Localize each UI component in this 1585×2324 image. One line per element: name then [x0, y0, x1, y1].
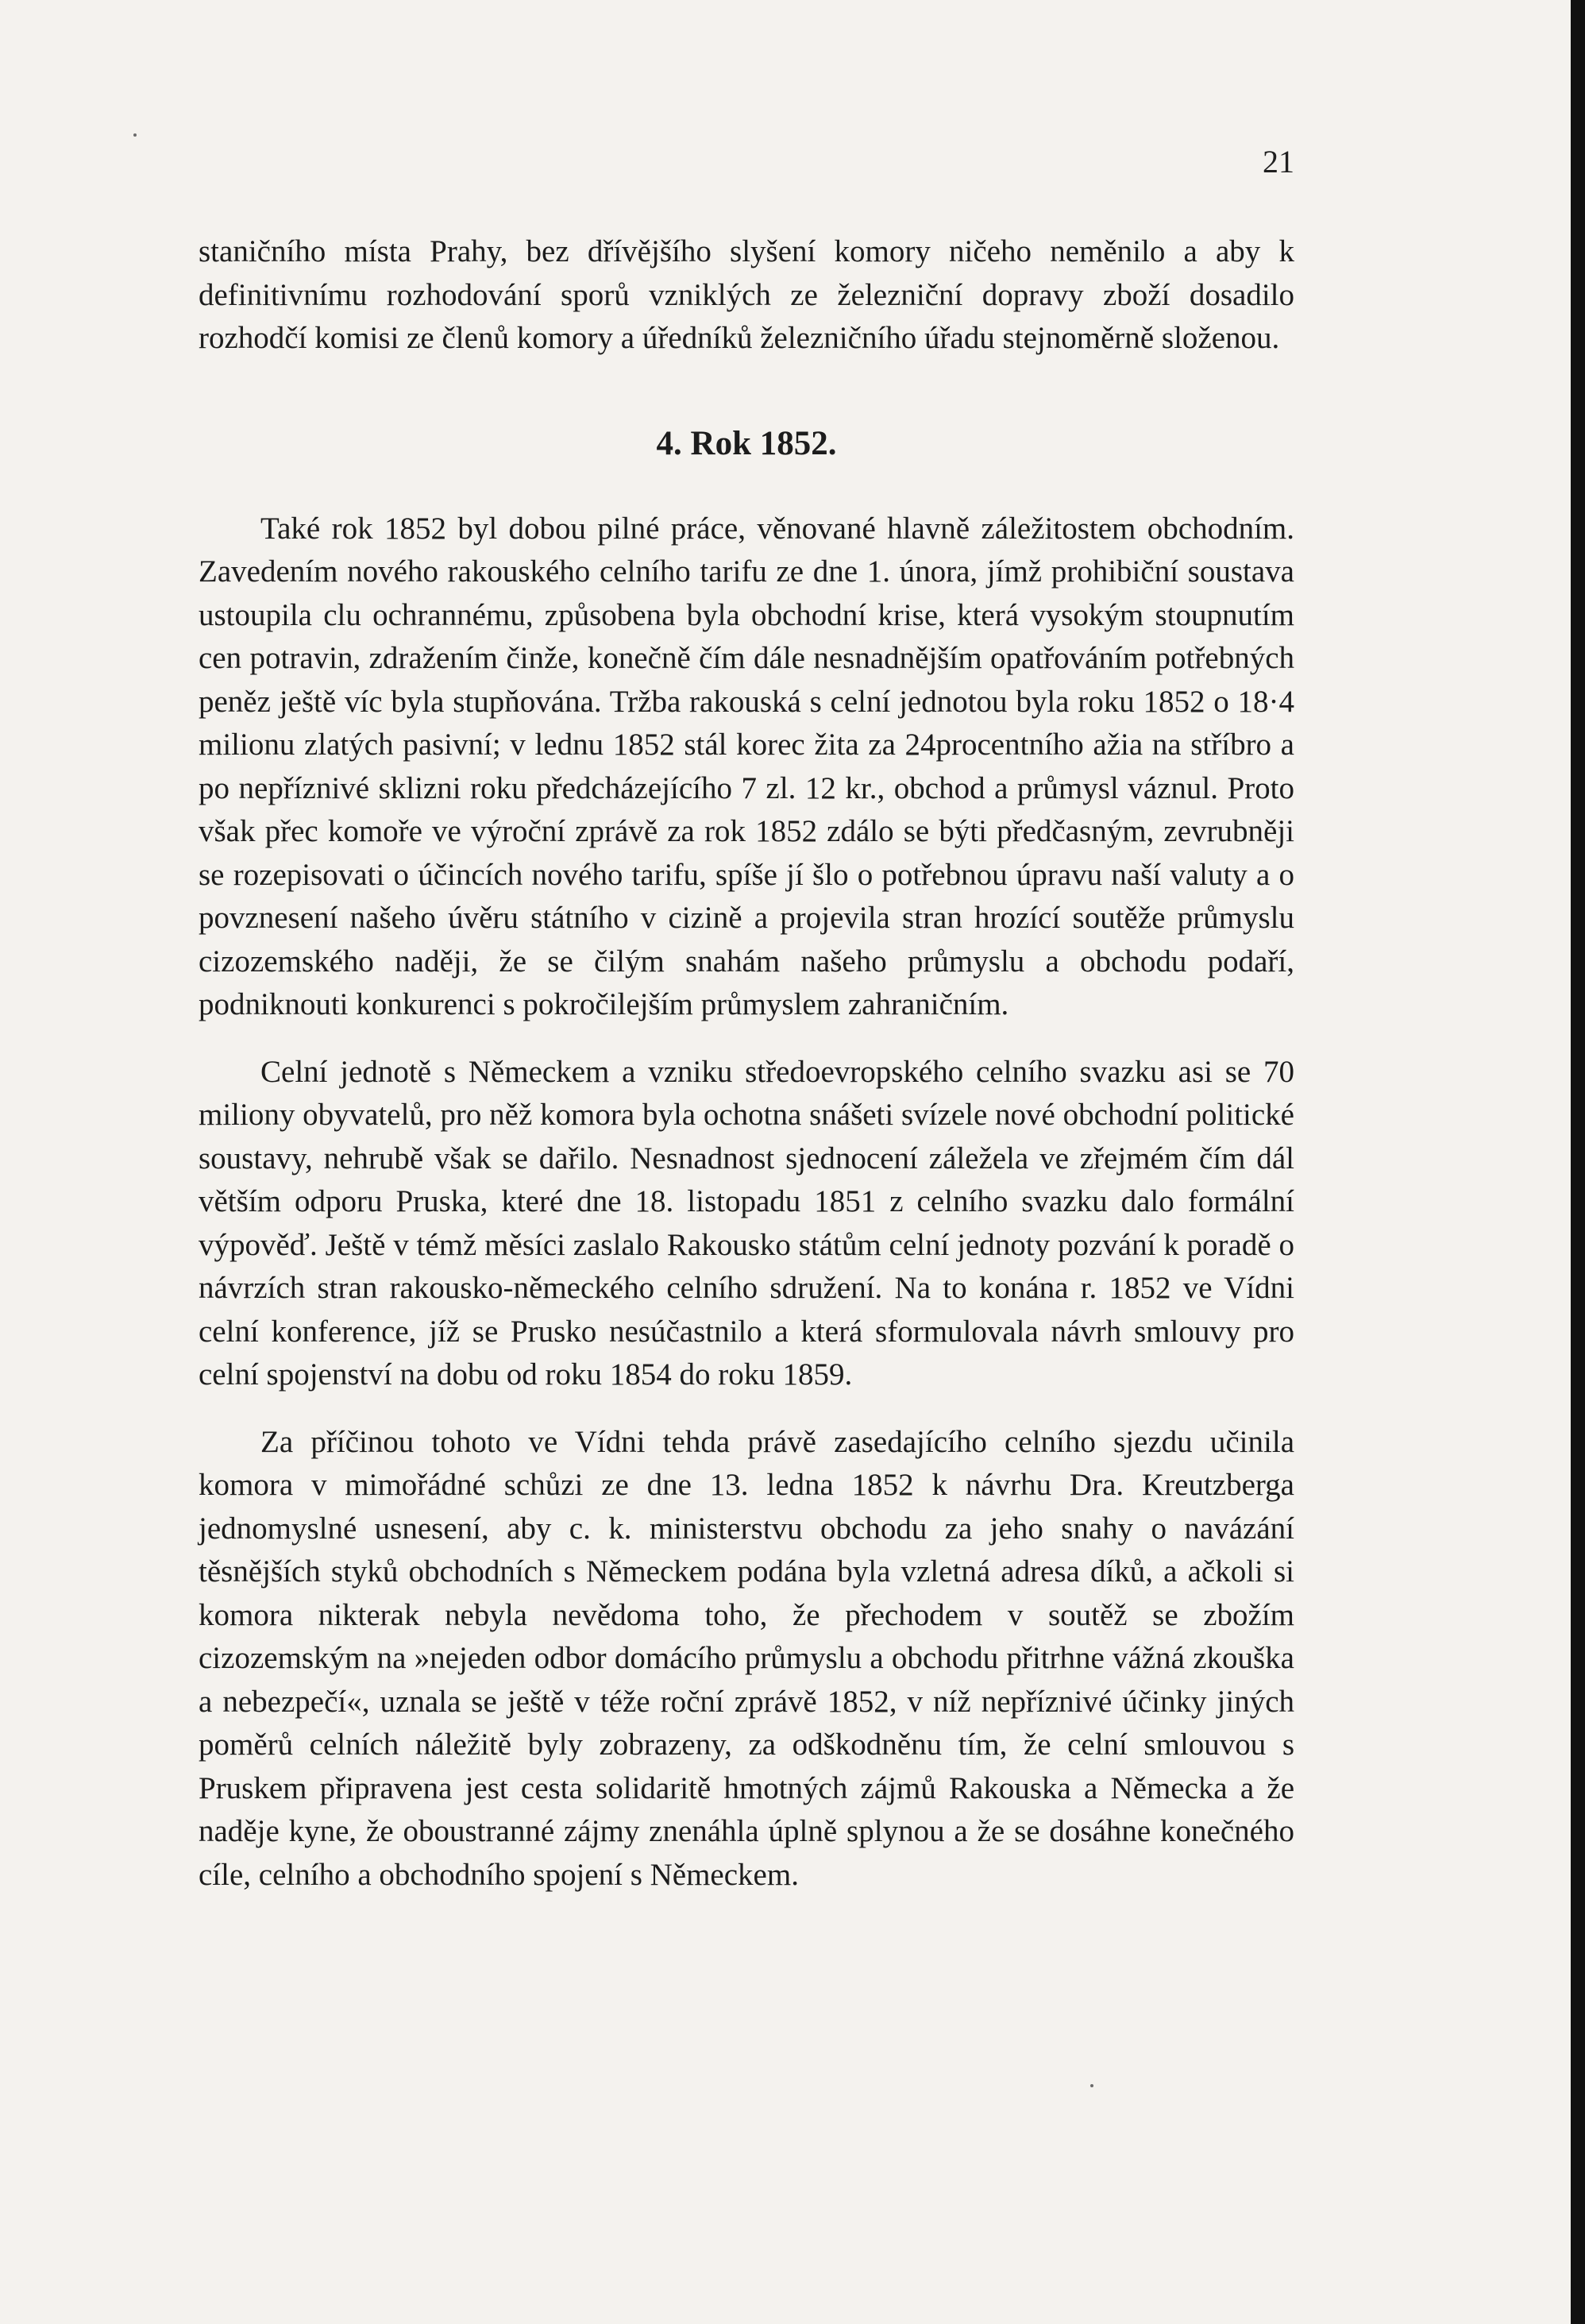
page-number: 21: [1263, 144, 1294, 180]
paragraph: Také rok 1852 byl dobou pilné práce, věnované hlavně záležitostem obchodním. Zavedením nového rakouského celního tarifu ze dne 1. února, jímž prohibiční soustava ustoupila clu ochrannému, způsobena byla obchodní krise, která vysokým stoupnutím cen potravin, zdražením činže, konečně čím dále nesnadnějším opatřováním potřebných peněz ještě víc byla stupňována. Tržba rakouská s celní jednotou byla roku 1852 o 18·4 milionu zlatých pasivní; v lednu 1852 stál korec žita za 24procentního ažia na stříbro a po nepříznivé sklizni roku předcházejícího 7 zl. 12 kr., obchod a průmysl váznul. Proto však přec komoře ve výroční zprávě za rok 1852 zdálo se býti předčasným, zevrubněji se rozepisovati o účincích nového tarifu, spíše jí šlo o potřebnou úpravu naší valuty a o povznesení našeho úvěru státního v cizině a projevila stran hrozící soutěže průmyslu cizozemského naději, že se čilým snahám našeho průmyslu a obchodu podaří, podniknouti konkurenci s pokročilejším průmyslem zahraničním.: [199, 511, 1294, 1021]
scan-speck: [1090, 2084, 1093, 2087]
paragraph-continuation: staničního místa Prahy, bez dřívějšího slyšení komory ničeho neměnilo a aby k definitivnímu rozhodování sporů vzniklých ze železniční dopravy zboží dosadilo rozhodčí komisi ze členů komory a úředníků železničního úřadu stejnoměrně složenou.: [199, 234, 1294, 355]
scan-speck: [133, 133, 137, 137]
paragraph: Za příčinou tohoto ve Vídni tehda právě zasedajícího celního sjezdu učinila komora v mimořádné schůzi ze dne 13. ledna 1852 k návrhu Dra. Kreutzberga jednomyslné usnesení, aby c. k. ministerstvu obchodu za jeho snahy o navázání těsnějších styků obchodních s Německem podána byla vzletná adresa díků, a ačkoli si komora nikterak nebyla nevědoma toho, že přechodem v soutěž se zbožím cizozemským na »nejeden odbor domácího průmyslu a obchodu přitrhne vážná zkouška a nebezpečí«, uznala se ještě v téže roční zprávě 1852, v níž nepříznivé účinky jiných poměrů celních náležitě byly zobrazeny, za odškodněnu tím, že celní smlouvou s Pruskem připravena jest cesta solidaritě hmotných zájmů Rakouska a Německa a že naděje kyne, že oboustranné zájmy znenáhla úplně splynou a že se dosáhne konečného cíle, celního a obchodního spojení s Německem.: [199, 1424, 1294, 1892]
paragraph: Celní jednotě s Německem a vzniku středoevropského celního svazku asi se 70 miliony obyvatelů, pro něž komora byla ochotna snášeti svízele nové obchodní politické soustavy, nehrubě však se dařilo. Nesnadnost sjednocení záležela ve zřejmém čím dál větším odporu Pruska, které dne 18. listopadu 1851 z celního svazku dalo formální výpověď. Ještě v témž měsíci zaslalo Rakousko státům celní jednoty pozvání k poradě o návrzích stran rakousko-německého celního sdružení. Na to konána r. 1852 ve Vídni celní konference, jíž se Prusko nesúčastnilo a která sformulovala návrh smlouvy pro celní spojenství na dobu od roku 1854 do roku 1859.: [199, 1054, 1294, 1392]
page-body: [199, 230, 1294, 1897]
scan-border: [1571, 0, 1585, 2324]
section-heading: 4. Rok 1852.: [656, 424, 837, 462]
